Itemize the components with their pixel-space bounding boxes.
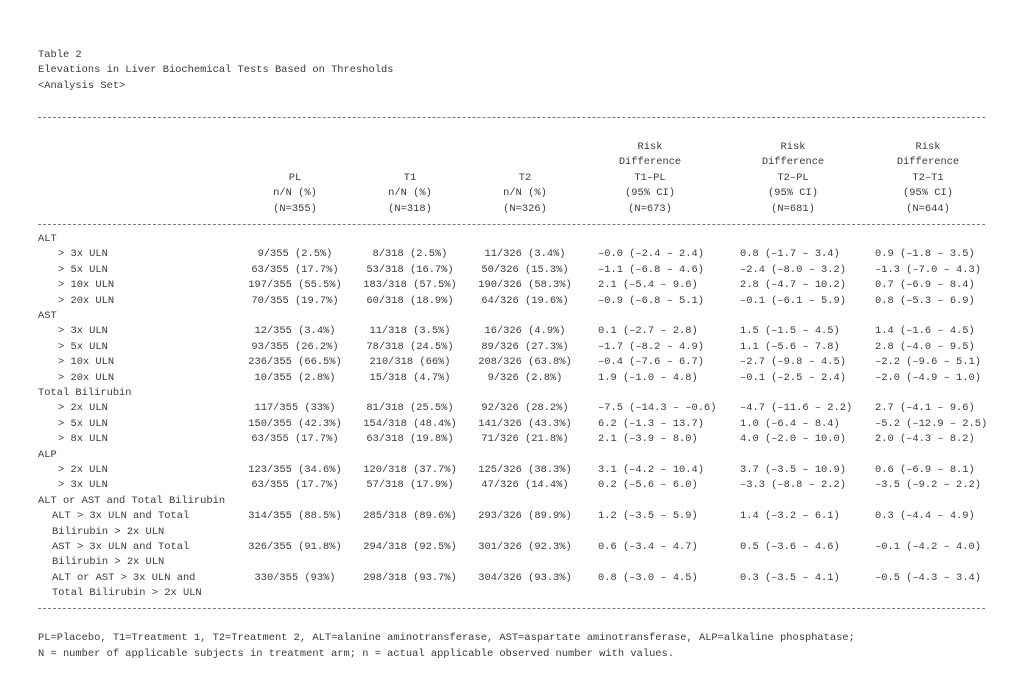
group-label: AST [38, 310, 57, 322]
table-number: Table 2 [38, 49, 82, 61]
table-row [0, 247, 1014, 262]
cell-col-t1: 81/318 (25.5%) [366, 402, 454, 415]
cell-col-pl: 63/355 (17.7%) [251, 479, 339, 492]
top-rule [38, 117, 985, 118]
cell-col-rd-t1-pl: –0.9 (–6.8 – 5.1) [598, 294, 705, 307]
row-label: > 5x ULN [58, 340, 108, 353]
bottom-rule [38, 608, 985, 609]
footnote-definitions: N = number of applicable subjects in treatment arm; n = actual applicable observed number with values. [38, 648, 675, 660]
table-row-continuation [0, 525, 1014, 540]
cell-col-pl: 326/355 (91.8%) [248, 541, 342, 553]
cell-col-pl: 63/355 (17.7%) [251, 433, 339, 446]
cell-col-rd-t2-t1: 0.8 (–5.3 – 6.9) [875, 294, 975, 307]
cell-col-rd-t2-t1: –3.5 (–9.2 – 2.2) [875, 479, 982, 492]
cell-col-t2: 9/326 (2.8%) [487, 371, 563, 384]
cell-col-pl: 70/355 (19.7%) [251, 294, 339, 307]
cell-col-rd-t2-t1: –5.2 (–12.9 – 2.5) [875, 417, 988, 430]
col-rd-t2-pl-header-line: Risk [780, 141, 806, 153]
cell-col-rd-t1-pl: 2.1 (–3.9 – 8.0) [598, 433, 698, 446]
table-row [0, 371, 1014, 386]
cell-col-t2: 11/326 (3.4%) [484, 248, 566, 261]
cell-col-t2: 190/326 (58.3%) [478, 279, 572, 292]
row-label: AST > 3x ULN and Total [52, 541, 190, 553]
cell-col-t1: 60/318 (18.9%) [366, 294, 454, 307]
cell-col-rd-t2-pl: 4.0 (–2.0 – 10.0) [740, 433, 847, 446]
cell-col-pl: 314/355 (88.5%) [248, 510, 342, 523]
col-t2-header-line: (N=326) [503, 202, 547, 215]
cell-col-rd-t2-pl: 1.1 (–5.6 – 7.8) [740, 340, 840, 353]
table-row-continuation [0, 555, 1014, 570]
cell-col-rd-t2-pl: –0.1 (–2.5 – 2.4) [740, 371, 847, 384]
cell-col-rd-t2-pl: 0.8 (–1.7 – 3.4) [740, 248, 840, 261]
table-row [0, 324, 1014, 339]
cell-col-rd-t1-pl: 1.9 (–1.0 – 4.8) [598, 371, 698, 384]
col-t1-header-line: n/N (%) [388, 187, 432, 200]
cell-col-t1: 154/318 (48.4%) [363, 417, 457, 430]
col-rd-t1-pl-header-line: (N=673) [628, 202, 672, 215]
col-pl-header-line: n/N (%) [273, 187, 317, 200]
footnote-abbreviations: PL=Placebo, T1=Treatment 1, T2=Treatment 2, ALT=alanine aminotransferase, AST=aspartate aminotransferase, ALP=alkaline phosphatase; [38, 632, 855, 644]
col-t2-header-line: T2 [518, 171, 532, 184]
cell-col-t1: 57/318 (17.9%) [366, 479, 454, 492]
row-label: > 20x ULN [58, 294, 115, 307]
cell-col-rd-t2-pl: 0.5 (–3.6 – 4.6) [740, 541, 840, 553]
col-rd-t2-t1-header-line: (N=644) [906, 202, 950, 215]
group-header-row [0, 494, 1014, 509]
cell-col-rd-t2-t1: –2.0 (–4.9 – 1.0) [875, 371, 982, 384]
col-rd-t1-pl-header-line: Risk [637, 141, 663, 153]
col-pl-header-line: PL [288, 171, 302, 184]
group-label: ALP [38, 448, 57, 461]
cell-col-t1: 183/318 (57.5%) [363, 279, 457, 292]
header-rule [38, 224, 985, 225]
table-row [0, 463, 1014, 478]
table-row [0, 571, 1014, 586]
row-label: ALT or AST > 3x ULN and [52, 571, 196, 584]
col-rd-t1-pl-header-line: (95% CI) [625, 187, 675, 200]
table-row [0, 432, 1014, 447]
group-header-row [0, 386, 1014, 401]
cell-col-pl: 117/355 (33%) [254, 402, 336, 415]
cell-col-pl: 93/355 (26.2%) [251, 340, 339, 353]
cell-col-rd-t2-t1: –0.5 (–4.3 – 3.4) [875, 571, 982, 584]
row-label: > 10x ULN [58, 356, 115, 369]
cell-col-rd-t2-pl: 1.4 (–3.2 – 6.1) [740, 510, 840, 523]
table-row [0, 263, 1014, 278]
cell-col-pl: 197/355 (55.5%) [248, 279, 342, 292]
row-label: > 3x ULN [58, 479, 108, 492]
row-label: > 8x ULN [58, 433, 108, 446]
group-header-row [0, 232, 1014, 247]
cell-col-rd-t2-t1: –1.3 (–7.0 – 4.3) [875, 263, 982, 276]
cell-col-pl: 150/355 (42.3%) [248, 417, 342, 430]
cell-col-rd-t2-t1: –2.2 (–9.6 – 5.1) [875, 356, 982, 369]
group-header-row [0, 309, 1014, 324]
cell-col-t1: 294/318 (92.5%) [363, 541, 457, 553]
row-label: > 5x ULN [58, 263, 108, 276]
group-label: Total Bilirubin [38, 387, 132, 399]
cell-col-t2: 304/326 (93.3%) [478, 571, 572, 584]
cell-col-rd-t1-pl: –1.7 (–8.2 – 4.9) [598, 340, 705, 353]
cell-col-rd-t1-pl: 0.6 (–3.4 – 4.7) [598, 541, 698, 553]
cell-col-rd-t2-t1: 2.0 (–4.3 – 8.2) [875, 433, 975, 446]
cell-col-rd-t2-t1: 0.3 (–4.4 – 4.9) [875, 510, 975, 523]
cell-col-rd-t2-pl: 3.7 (–3.5 – 10.9) [740, 464, 847, 476]
col-rd-t2-pl-header-line: T2–PL [777, 171, 809, 184]
cell-col-pl: 236/355 (66.5%) [248, 356, 342, 369]
cell-col-t1: 53/318 (16.7%) [366, 263, 454, 276]
table-row-continuation [0, 586, 1014, 601]
cell-col-t2: 125/326 (38.3%) [478, 464, 572, 476]
cell-col-t2: 50/326 (15.3%) [481, 263, 569, 276]
cell-col-pl: 63/355 (17.7%) [251, 263, 339, 276]
cell-col-rd-t2-t1: 2.7 (–4.1 – 9.6) [875, 402, 975, 415]
cell-col-t1: 15/318 (4.7%) [369, 371, 451, 384]
cell-col-t2: 16/326 (4.9%) [484, 325, 566, 338]
row-label: > 3x ULN [58, 248, 108, 261]
cell-col-t2: 89/326 (27.3%) [481, 340, 569, 353]
cell-col-rd-t2-pl: –2.7 (–9.8 – 4.5) [740, 356, 847, 369]
cell-col-t1: 78/318 (24.5%) [366, 340, 454, 353]
cell-col-t2: 293/326 (89.9%) [478, 510, 572, 523]
cell-col-t2: 208/326 (63.8%) [478, 356, 572, 369]
row-label-continued: Bilirubin > 2x ULN [52, 525, 165, 538]
row-label: ALT > 3x ULN and Total [52, 510, 190, 523]
col-rd-t2-pl-header-line: Difference [761, 156, 825, 169]
cell-col-rd-t2-pl: 0.3 (–3.5 – 4.1) [740, 571, 840, 584]
table-row [0, 417, 1014, 432]
col-t1-header-line: (N=318) [388, 202, 432, 215]
cell-col-rd-t2-t1: 2.8 (–4.0 – 9.5) [875, 340, 975, 353]
row-label: > 2x ULN [58, 402, 108, 415]
cell-col-rd-t2-t1: 0.9 (–1.8 – 3.5) [875, 248, 975, 261]
cell-col-rd-t2-pl: –4.7 (–11.6 – 2.2) [740, 402, 853, 415]
table-row [0, 355, 1014, 370]
cell-col-rd-t2-t1: 0.7 (–6.9 – 8.4) [875, 279, 975, 292]
col-rd-t2-pl-header-line: (N=681) [771, 202, 815, 215]
cell-col-t1: 210/318 (66%) [369, 356, 451, 369]
col-rd-t2-t1-header-line: Difference [896, 156, 960, 169]
cell-col-rd-t2-pl: 2.8 (–4.7 – 10.2) [740, 279, 847, 292]
row-label-continued: Total Bilirubin > 2x ULN [52, 587, 202, 600]
cell-col-t1: 285/318 (89.6%) [363, 510, 457, 523]
cell-col-rd-t1-pl: 1.2 (–3.5 – 5.9) [598, 510, 698, 523]
col-pl-header-line: (N=355) [273, 202, 317, 215]
cell-col-pl: 10/355 (2.8%) [254, 371, 336, 384]
cell-col-t1: 11/318 (3.5%) [369, 325, 451, 338]
col-rd-t1-pl-header-line: Difference [618, 156, 682, 169]
cell-col-t1: 8/318 (2.5%) [372, 248, 448, 261]
col-rd-t2-t1-header-line: (95% CI) [903, 187, 953, 200]
cell-col-t1: 63/318 (19.8%) [366, 433, 454, 446]
cell-col-pl: 12/355 (3.4%) [254, 325, 336, 338]
cell-col-t2: 141/326 (43.3%) [478, 417, 572, 430]
cell-col-t1: 120/318 (37.7%) [363, 464, 457, 476]
row-label: > 10x ULN [58, 279, 115, 292]
cell-col-t1: 298/318 (93.7%) [363, 571, 457, 584]
col-rd-t2-t1-header-line: T2–T1 [912, 171, 944, 184]
cell-col-rd-t1-pl: 6.2 (–1.3 – 13.7) [598, 417, 705, 430]
cell-col-rd-t2-t1: –0.1 (–4.2 – 4.0) [875, 541, 982, 553]
cell-col-rd-t2-t1: 1.4 (–1.6 – 4.5) [875, 325, 975, 338]
table-row [0, 294, 1014, 309]
cell-col-rd-t1-pl: 0.2 (–5.6 – 6.0) [598, 479, 698, 492]
cell-col-t2: 71/326 (21.8%) [481, 433, 569, 446]
col-rd-t2-t1-header-line: Risk [915, 141, 941, 153]
table-row [0, 340, 1014, 355]
group-label: ALT or AST and Total Bilirubin [38, 494, 226, 507]
analysis-population: <Analysis Set> [38, 80, 126, 92]
group-header-row [0, 448, 1014, 463]
cell-col-pl: 9/355 (2.5%) [257, 248, 333, 261]
cell-col-rd-t2-pl: 1.5 (–1.5 – 4.5) [740, 325, 840, 338]
row-label: > 3x ULN [58, 325, 108, 338]
cell-col-rd-t1-pl: 0.1 (–2.7 – 2.8) [598, 325, 698, 338]
cell-col-rd-t2-t1: 0.6 (–6.9 – 8.1) [875, 464, 975, 476]
cell-col-t2: 47/326 (14.4%) [481, 479, 569, 492]
cell-col-pl: 330/355 (93%) [254, 571, 336, 584]
cell-col-rd-t2-pl: –2.4 (–8.0 – 3.2) [740, 263, 847, 276]
cell-col-rd-t1-pl: 0.8 (–3.0 – 4.5) [598, 571, 698, 584]
cell-col-rd-t1-pl: –7.5 (–14.3 – –0.6) [598, 402, 717, 415]
cell-col-rd-t1-pl: –0.0 (–2.4 – 2.4) [598, 248, 705, 261]
cell-col-rd-t1-pl: 3.1 (–4.2 – 10.4) [598, 464, 705, 476]
cell-col-pl: 123/355 (34.6%) [248, 464, 342, 476]
col-rd-t1-pl-header-line: T1–PL [634, 171, 666, 184]
cell-col-rd-t1-pl: –0.4 (–7.6 – 6.7) [598, 356, 705, 369]
cell-col-rd-t1-pl: –1.1 (–6.8 – 4.6) [598, 263, 705, 276]
table-row [0, 278, 1014, 293]
table-title: Elevations in Liver Biochemical Tests Based on Thresholds [38, 64, 394, 76]
cell-col-rd-t2-pl: –3.3 (–8.8 – 2.2) [740, 479, 847, 492]
col-rd-t2-pl-header-line: (95% CI) [768, 187, 818, 200]
table-row [0, 509, 1014, 524]
cell-col-t2: 301/326 (92.3%) [478, 541, 572, 553]
row-label: > 2x ULN [58, 464, 108, 476]
cell-col-t2: 92/326 (28.2%) [481, 402, 569, 415]
table-row [0, 478, 1014, 493]
cell-col-t2: 64/326 (19.6%) [481, 294, 569, 307]
table-row [0, 401, 1014, 416]
group-label: ALT [38, 233, 57, 245]
col-t2-header-line: n/N (%) [503, 187, 547, 200]
col-t1-header-line: T1 [403, 171, 417, 184]
row-label: > 20x ULN [58, 371, 115, 384]
cell-col-rd-t2-pl: –0.1 (–6.1 – 5.9) [740, 294, 847, 307]
row-label: > 5x ULN [58, 417, 108, 430]
cell-col-rd-t2-pl: 1.0 (–6.4 – 8.4) [740, 417, 840, 430]
cell-col-rd-t1-pl: 2.1 (–5.4 – 9.6) [598, 279, 698, 292]
table-row [0, 540, 1014, 555]
row-label-continued: Bilirubin > 2x ULN [52, 556, 165, 569]
